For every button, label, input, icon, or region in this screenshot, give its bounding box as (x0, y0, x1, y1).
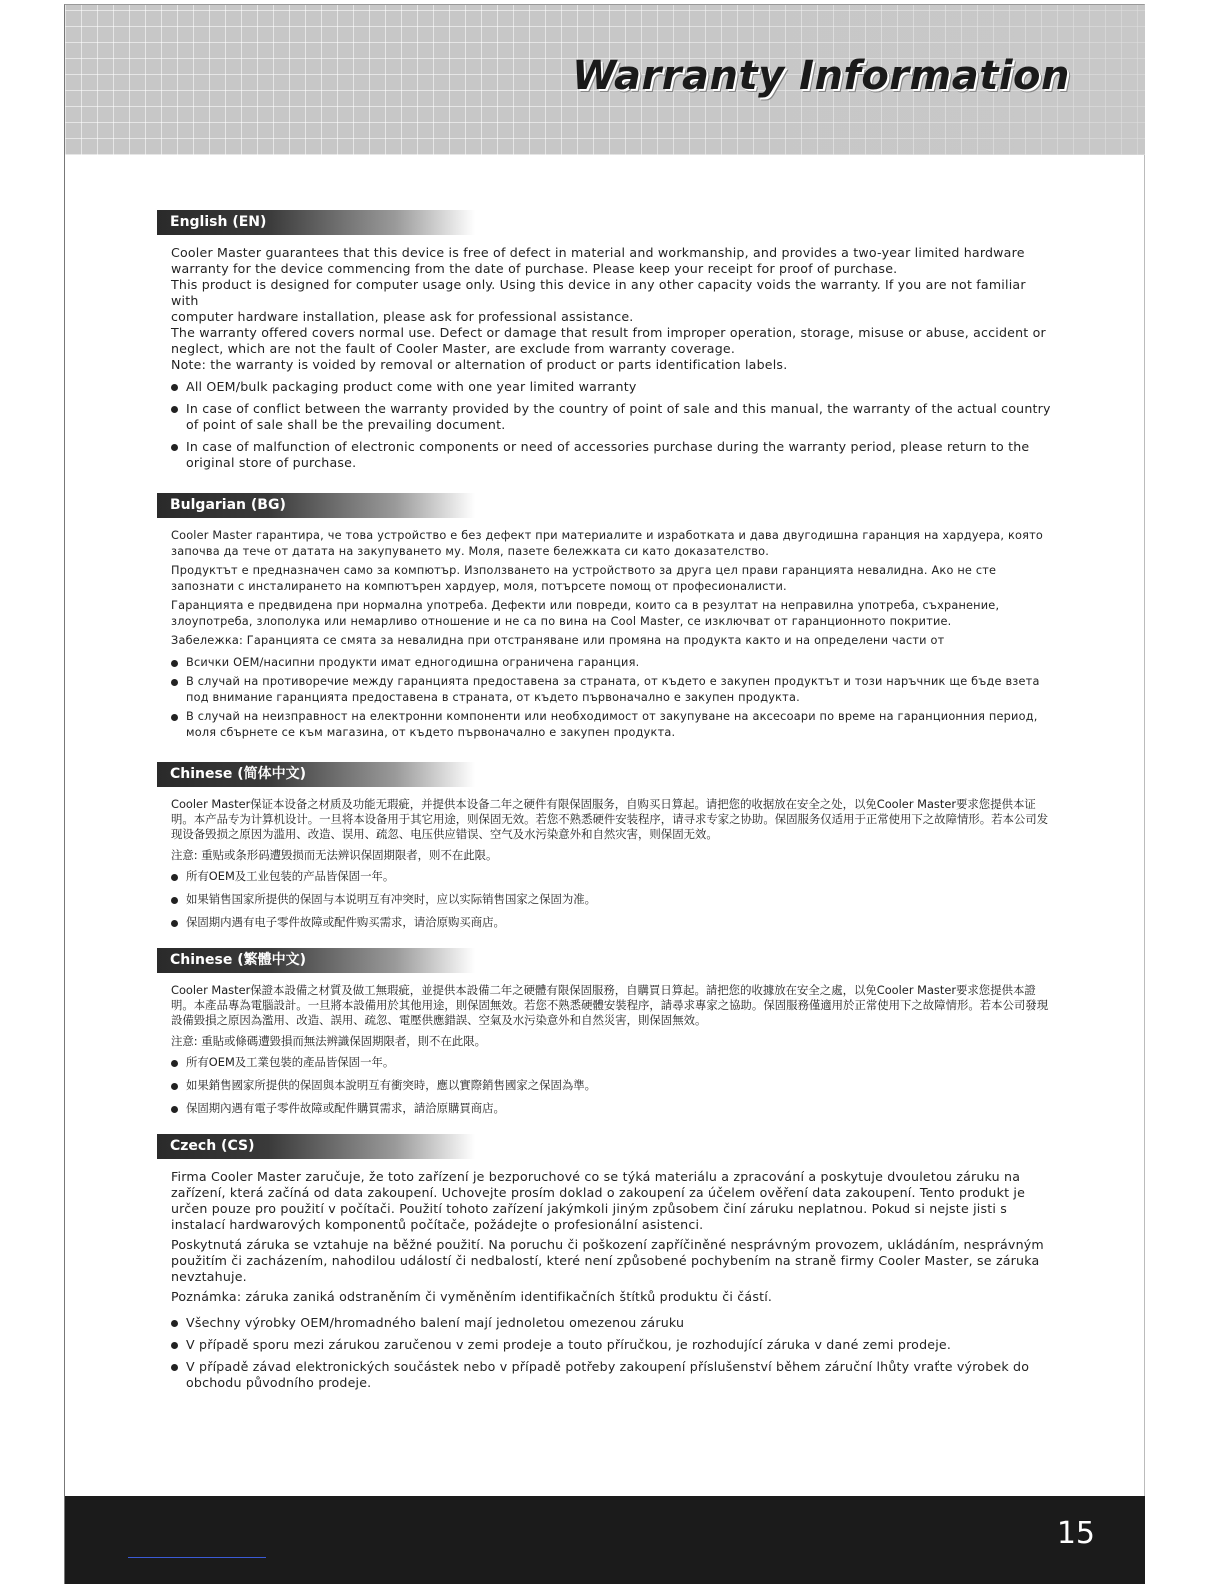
list-item-text: Всички OEM/насипни продукти имат едногодишна ограничена гаранция. (186, 655, 640, 669)
paragraph: Note: the warranty is voided by removal or alternation of product or parts identification labels. (171, 357, 788, 372)
paragraph: Cooler Master гарантира, че това устройство е без дефект при материалите и изработката и дава двугодишна гаранция на хардуера, която започва да тече от датата на закупуването му. Моля, пазете бележката си като доказателство. (171, 529, 1043, 558)
list-item-text: 如果销售国家所提供的保固与本说明互有冲突时，应以实际销售国家之保固为准。 (186, 892, 597, 906)
bullet-icon (171, 874, 178, 881)
bullet-icon (171, 1083, 178, 1090)
list-item-text: 保固期内遇有电子零件故障或配件购买需求，请洽原购买商店。 (186, 915, 505, 929)
list-item (171, 655, 1057, 671)
page-number: 15 (1056, 1516, 1095, 1551)
list-item-text: V případě závad elektronických součástek nebo v případě potřeby zakoupení příslušenství během záruční lhůty vraťte výrobek do obchodu původního prodeje. (186, 1359, 1030, 1390)
paragraph: Poskytnutá záruka se vztahuje na běžné použití. Na poruchu či poškození zapříčiněné nesprávným provozem, ukládáním, nesprávným použitím či zacházením, nahodilou událostí či nedbalostí, které není způsobené pochybením na straně firmy Cooler Master, se záruka nevztahuje. (171, 1237, 1044, 1284)
paragraph: Poznámka: záruka zaniká odstraněním či vyměněním identifikačních štítků produktu či částí. (171, 1289, 773, 1304)
list-item-text: All OEM/bulk packaging product come with one year limited warranty (186, 379, 637, 394)
bullet-list (171, 1315, 1057, 1391)
list-item-text: В случай на неизправност на електронни компоненти или необходимост от закупуване на аксесоари по време на гаранционния период, моля сбърнете се към магазина, от където първоначално е закупен продукта. (186, 710, 1038, 739)
paragraph: 注意: 重貼或條碼遭毀損而無法辨識保固期限者，則不在此限。 (171, 1034, 487, 1048)
section-heading-chinese-simplified: Chinese (简体中文) (157, 762, 475, 787)
bullet-icon (171, 714, 178, 721)
footer-divider (128, 1557, 266, 1558)
document-body (157, 210, 1057, 1397)
section-english (157, 210, 1057, 471)
list-item-text: Všechny výrobky OEM/hromadného balení mají jednoletou omezenou záruku (186, 1315, 685, 1330)
page-header (65, 5, 1145, 155)
page-footer (65, 1496, 1145, 1584)
list-item (171, 1055, 1057, 1070)
paragraph: Cooler Master guarantees that this device is free of defect in material and workmanship, and provides a two-year limited hardware warranty for the device commencing from the date of purchase. Please keep your receipt for proof of purchase. (171, 245, 1025, 276)
bullet-icon (171, 897, 178, 904)
bullet-list (171, 869, 1057, 930)
list-item (171, 379, 1057, 395)
bullet-list (171, 655, 1057, 741)
bullet-icon (171, 660, 178, 667)
bullet-icon (171, 406, 178, 413)
bullet-icon (171, 920, 178, 927)
page-title: Warranty Information (572, 53, 1070, 99)
list-item (171, 892, 1057, 907)
paragraph: The warranty offered covers normal use. Defect or damage that result from improper operation, storage, misuse or abuse, accident or neglect, which are not the fault of Cooler Master, are exclude from warranty coverage. (171, 325, 1046, 356)
bullet-icon (171, 1106, 178, 1113)
section-heading-czech: Czech (CS) (157, 1134, 475, 1159)
paragraph: Firma Cooler Master zaručuje, že toto zařízení je bezporuchové co se týká materiálu a zpracování a poskytuje dvouletou záruku na zařízení, která začíná od data zakoupení. Uchovejte prosím doklad o zakoupení za účelem ověření data zakoupení. Tento produkt je určen pouze pro použití v počítači. Použití tohoto zařízení jakýmkoli jiným způsobem činí záruku neplatnou. Pokud si nejste jisti s instalací hardwarových komponentů počítače, požádejte o profesionální asistenci. (171, 1169, 1026, 1232)
list-item (171, 1337, 1057, 1353)
bullet-list (171, 379, 1057, 471)
paragraph: This product is designed for computer usage only. Using this device in any other capacity voids the warranty. If you are not familiar with (171, 277, 1026, 308)
bullet-list (171, 1055, 1057, 1116)
list-item (171, 401, 1057, 433)
paragraph: Забележка: Гаранцията се смята за невалидна при отстраняване или промяна на продукта както и на определени части от (171, 634, 945, 647)
paragraph: Гаранцията е предвидена при нормална употреба. Дефекти или повреди, които са в резултат на неправилна употреба, съхранение, злоупотреба, злополука или немарливо отношение и не са по вина на Cool Master, се изключват от гаранционното покритие. (171, 599, 1000, 628)
bullet-icon (171, 679, 178, 686)
list-item (171, 1359, 1057, 1391)
paragraph: Продуктът е предназначен само за компютър. Използването на устройството за друга цел прави гаранцията невалидна. Ако не сте запознати с инсталирането на компютърен хардуер, моля, потърсете помощ от професионалисти. (171, 564, 997, 593)
bullet-icon (171, 1320, 178, 1327)
bullet-icon (171, 1342, 178, 1349)
list-item (171, 674, 1057, 705)
list-item (171, 1078, 1057, 1093)
bullet-icon (171, 1060, 178, 1067)
list-item (171, 915, 1057, 930)
list-item (171, 709, 1057, 740)
paragraph: computer hardware installation, please ask for professional assistance. (171, 309, 634, 324)
list-item (171, 1101, 1057, 1116)
list-item-text: 所有OEM及工業包裝的產品皆保固一年。 (186, 1055, 395, 1069)
section-heading-english: English (EN) (157, 210, 475, 235)
list-item-text: В случай на противоречие между гаранцията предоставена за страната, от където е закупен продуктът и този наръчник ще бъде взета под внимание гаранцията предоставена в страната, от където първоначално е закупен продукта. (186, 675, 1040, 704)
bullet-icon (171, 444, 178, 451)
section-chinese-simplified (157, 762, 1057, 930)
list-item-text: 如果銷售國家所提供的保固與本說明互有衝突時，應以實際銷售國家之保固為準。 (186, 1078, 597, 1092)
list-item-text: 所有OEM及工业包装的产品皆保固一年。 (186, 869, 395, 883)
paragraph: 注意: 重贴或条形码遭毁损而无法辨识保固期限者，则不在此限。 (171, 848, 498, 862)
list-item-text: In case of conflict between the warranty provided by the country of point of sale and this manual, the warranty of the actual country of point of sale shall be the prevailing document. (186, 401, 1051, 432)
paragraph: Cooler Master保證本設備之材質及做工無瑕疵，並提供本設備二年之硬體有限保固服務，自購買日算起。請把您的收據放在安全之處，以免Cooler Master要求您提供本證明。本產品專為電腦設計。一旦將本設備用於其他用途，則保固無效。若您不熟悉硬體安裝程序，請尋求專家之協助。保固服務僅適用於正常使用下之故障情形。若本公司發現設備毀損之原因為濫用、改造、誤用、疏忽、電壓供應錯誤、空氣及水污染意外和自然災害，則保固無效。 (171, 983, 1049, 1027)
list-item (171, 1315, 1057, 1331)
bullet-icon (171, 384, 178, 391)
list-item-text: 保固期內遇有電子零件故障或配件購買需求，請洽原購買商店。 (186, 1101, 505, 1115)
section-chinese-traditional (157, 948, 1057, 1116)
list-item (171, 439, 1057, 471)
section-bulgarian (157, 493, 1057, 740)
section-heading-bulgarian: Bulgarian (BG) (157, 493, 475, 518)
section-czech (157, 1134, 1057, 1391)
bullet-icon (171, 1364, 178, 1371)
list-item (171, 869, 1057, 884)
section-heading-chinese-traditional: Chinese (繁體中文) (157, 948, 475, 973)
paragraph: Cooler Master保证本设备之材质及功能无瑕疵，并提供本设备二年之硬件有限保固服务，自购买日算起。请把您的收据放在安全之处，以免Cooler Master要求您提供本证明。本产品专为计算机设计。一旦将本设备用于其它用途，则保固无效。若您不熟悉硬件安装程序，请寻求专家之协助。保固服务仅适用于正常使用下之故障情形。若本公司发现设备毁损之原因为滥用、改造、误用、疏忽、电压供应错误、空气及水污染意外和自然灾害，则保固无效。 (171, 797, 1049, 841)
list-item-text: V případě sporu mezi zárukou zaručenou v zemi prodeje a touto příručkou, je rozhodující záruka v dané zemi prodeje. (186, 1337, 952, 1352)
list-item-text: In case of malfunction of electronic components or need of accessories purchase during the warranty period, please return to the original store of purchase. (186, 439, 1030, 470)
